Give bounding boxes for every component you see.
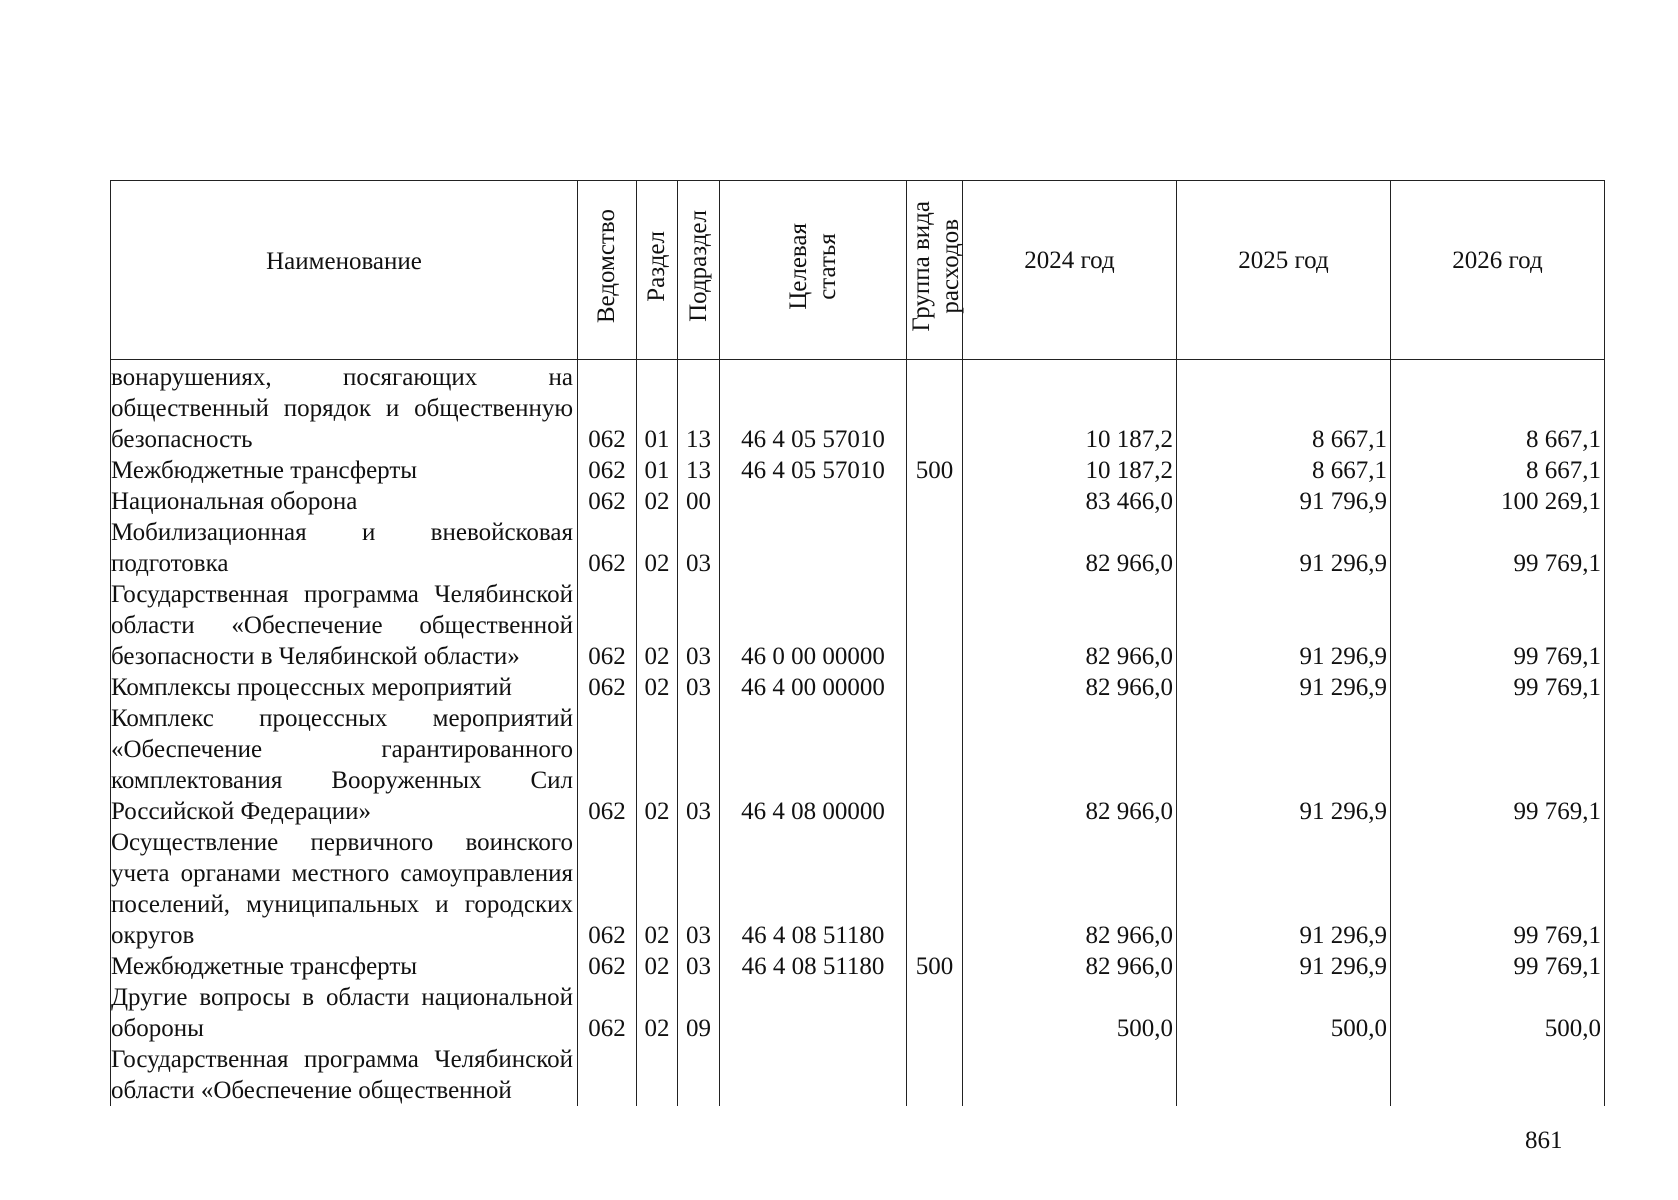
header-podrazdel xyxy=(678,181,720,360)
header-celevaya xyxy=(720,181,907,360)
row-name: Межбюджетные трансферты xyxy=(111,951,578,982)
budget-table xyxy=(110,180,1605,1106)
header-celevaya-line1: Целевая xyxy=(785,222,812,310)
row-2026: 99 769,1 xyxy=(1391,672,1605,703)
row-celevaya: 46 4 05 57010 xyxy=(720,455,907,486)
row-celevaya xyxy=(720,486,907,517)
table-row xyxy=(111,517,1605,579)
row-podrazdel: 03 xyxy=(678,827,720,951)
table-row xyxy=(111,579,1605,672)
row-podrazdel: 03 xyxy=(678,579,720,672)
header-gruppa xyxy=(907,181,963,360)
row-podrazdel: 09 xyxy=(678,982,720,1044)
row-2024: 82 966,0 xyxy=(963,672,1177,703)
row-2024: 82 966,0 xyxy=(963,951,1177,982)
row-gruppa: 500 xyxy=(907,951,963,982)
page-number: 861 xyxy=(1525,1127,1563,1154)
row-2024: 83 466,0 xyxy=(963,486,1177,517)
row-celevaya xyxy=(720,1044,907,1106)
row-podrazdel: 13 xyxy=(678,360,720,456)
header-celevaya-line2: статья xyxy=(814,232,841,300)
row-vedomstvo: 062 xyxy=(578,360,637,456)
table-row xyxy=(111,1044,1605,1106)
row-2025: 91 296,9 xyxy=(1177,951,1391,982)
row-2025 xyxy=(1177,1044,1391,1106)
row-2026: 500,0 xyxy=(1391,982,1605,1044)
header-vedomstvo-label: Ведомство xyxy=(593,208,620,324)
row-razdel: 02 xyxy=(637,672,678,703)
row-vedomstvo xyxy=(578,1044,637,1106)
row-celevaya xyxy=(720,517,907,579)
row-celevaya: 46 4 08 51180 xyxy=(720,951,907,982)
row-name: Комплекс процессных мероприятий «Обеспечение гарантированного комплектования Вооруженных Сил Российской Федерации» xyxy=(111,703,578,827)
header-gruppa-label xyxy=(907,201,965,332)
row-razdel: 02 xyxy=(637,579,678,672)
row-2024: 10 187,2 xyxy=(963,455,1177,486)
row-razdel xyxy=(637,1044,678,1106)
table-row xyxy=(111,672,1605,703)
row-2025: 500,0 xyxy=(1177,982,1391,1044)
row-2026 xyxy=(1391,1044,1605,1106)
header-gruppa-line2: расходов xyxy=(937,218,964,314)
table-row xyxy=(111,951,1605,982)
row-vedomstvo: 062 xyxy=(578,579,637,672)
row-vedomstvo: 062 xyxy=(578,827,637,951)
header-podrazdel-label: Подраздел xyxy=(684,210,712,322)
table-body xyxy=(111,360,1605,1107)
header-gruppa-line1: Группа вида xyxy=(908,200,935,332)
row-2026: 8 667,1 xyxy=(1391,455,1605,486)
row-2024: 500,0 xyxy=(963,982,1177,1044)
row-celevaya: 46 4 08 00000 xyxy=(720,703,907,827)
row-name: вонарушениях, посягающих на общественный порядок и общественную безопасность xyxy=(111,360,578,456)
row-gruppa xyxy=(907,517,963,579)
row-2026: 100 269,1 xyxy=(1391,486,1605,517)
header-2025: 2025 год xyxy=(1177,181,1391,360)
row-razdel: 02 xyxy=(637,827,678,951)
row-2025: 8 667,1 xyxy=(1177,360,1391,456)
row-2026: 99 769,1 xyxy=(1391,517,1605,579)
row-vedomstvo: 062 xyxy=(578,703,637,827)
row-vedomstvo: 062 xyxy=(578,517,637,579)
row-gruppa xyxy=(907,1044,963,1106)
header-razdel-label: Раздел xyxy=(643,230,670,302)
row-gruppa: 500 xyxy=(907,455,963,486)
row-2026: 99 769,1 xyxy=(1391,703,1605,827)
row-razdel: 02 xyxy=(637,486,678,517)
row-name: Осуществление первичного воинского учета органами местного самоуправления поселений, муниципальных и городских округов xyxy=(111,827,578,951)
row-gruppa xyxy=(907,579,963,672)
row-gruppa xyxy=(907,827,963,951)
row-podrazdel: 13 xyxy=(678,455,720,486)
row-2024: 82 966,0 xyxy=(963,703,1177,827)
header-name: Наименование xyxy=(111,181,578,360)
table-row xyxy=(111,360,1605,456)
row-name: Национальная оборона xyxy=(111,486,578,517)
row-2026: 99 769,1 xyxy=(1391,951,1605,982)
row-2026: 8 667,1 xyxy=(1391,360,1605,456)
table-row xyxy=(111,486,1605,517)
row-2024 xyxy=(963,1044,1177,1106)
row-razdel: 02 xyxy=(637,517,678,579)
row-razdel: 02 xyxy=(637,703,678,827)
row-2025: 91 296,9 xyxy=(1177,579,1391,672)
table-row xyxy=(111,455,1605,486)
row-vedomstvo: 062 xyxy=(578,982,637,1044)
row-vedomstvo: 062 xyxy=(578,951,637,982)
row-gruppa xyxy=(907,982,963,1044)
row-2025: 91 296,9 xyxy=(1177,703,1391,827)
row-2025: 91 296,9 xyxy=(1177,672,1391,703)
row-vedomstvo: 062 xyxy=(578,455,637,486)
row-2025: 91 296,9 xyxy=(1177,517,1391,579)
row-celevaya xyxy=(720,982,907,1044)
row-name: Межбюджетные трансферты xyxy=(111,455,578,486)
row-2024: 82 966,0 xyxy=(963,517,1177,579)
table-row xyxy=(111,982,1605,1044)
row-podrazdel: 03 xyxy=(678,517,720,579)
row-vedomstvo: 062 xyxy=(578,486,637,517)
table-row xyxy=(111,827,1605,951)
row-razdel: 02 xyxy=(637,982,678,1044)
row-name: Комплексы процессных мероприятий xyxy=(111,672,578,703)
row-2025: 91 796,9 xyxy=(1177,486,1391,517)
row-celevaya: 46 0 00 00000 xyxy=(720,579,907,672)
row-podrazdel xyxy=(678,1044,720,1106)
row-2025: 91 296,9 xyxy=(1177,827,1391,951)
row-gruppa xyxy=(907,360,963,456)
row-2024: 10 187,2 xyxy=(963,360,1177,456)
header-razdel xyxy=(637,181,678,360)
header-vedomstvo xyxy=(578,181,637,360)
row-celevaya: 46 4 00 00000 xyxy=(720,672,907,703)
row-celevaya: 46 4 05 57010 xyxy=(720,360,907,456)
row-name: Государственная программа Челябинской области «Обеспечение общественной xyxy=(111,1044,578,1106)
row-name: Другие вопросы в области национальной обороны xyxy=(111,982,578,1044)
row-razdel: 01 xyxy=(637,455,678,486)
row-2024: 82 966,0 xyxy=(963,579,1177,672)
row-podrazdel: 03 xyxy=(678,703,720,827)
header-2024: 2024 год xyxy=(963,181,1177,360)
row-2025: 8 667,1 xyxy=(1177,455,1391,486)
row-razdel: 02 xyxy=(637,951,678,982)
row-podrazdel: 00 xyxy=(678,486,720,517)
row-name: Мобилизационная и вневойсковая подготовка xyxy=(111,517,578,579)
row-celevaya: 46 4 08 51180 xyxy=(720,827,907,951)
row-2026: 99 769,1 xyxy=(1391,579,1605,672)
row-gruppa xyxy=(907,486,963,517)
row-razdel: 01 xyxy=(637,360,678,456)
row-podrazdel: 03 xyxy=(678,951,720,982)
row-vedomstvo: 062 xyxy=(578,672,637,703)
header-celevaya-label xyxy=(784,223,842,310)
table-header xyxy=(111,181,1605,360)
budget-table-wrapper xyxy=(110,180,1604,1106)
row-gruppa xyxy=(907,672,963,703)
row-gruppa xyxy=(907,703,963,827)
row-2026: 99 769,1 xyxy=(1391,827,1605,951)
table-row xyxy=(111,703,1605,827)
row-2024: 82 966,0 xyxy=(963,827,1177,951)
row-name: Государственная программа Челябинской области «Обеспечение общественной безопасности в Челябинской области» xyxy=(111,579,578,672)
header-2026: 2026 год xyxy=(1391,181,1605,360)
row-podrazdel: 03 xyxy=(678,672,720,703)
